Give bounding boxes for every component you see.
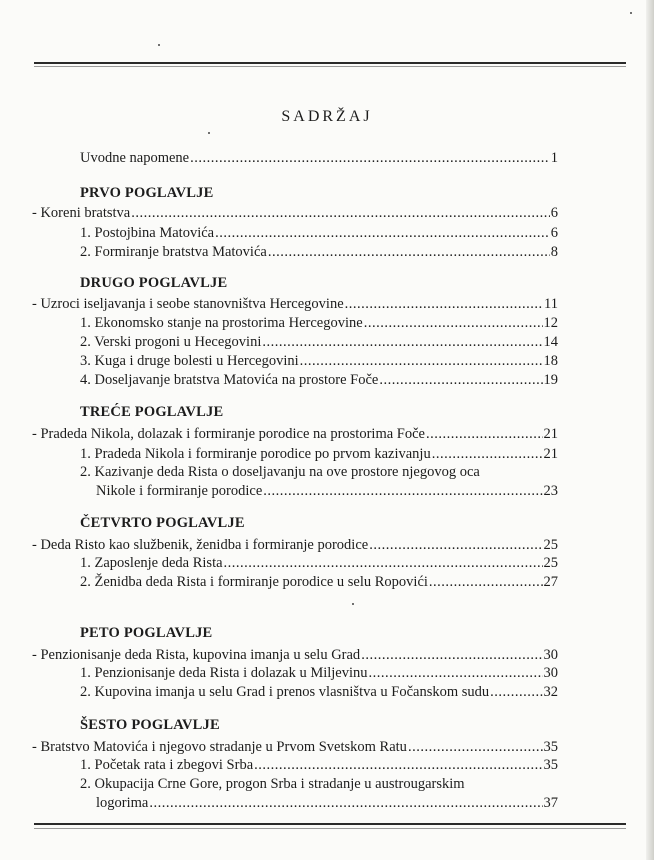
entry-page: 37: [543, 795, 558, 811]
leader-dots: [254, 755, 542, 775]
chapter-heading: DRUGO POGLAVLJE: [80, 275, 228, 291]
page-title: SADRŽAJ: [281, 108, 373, 125]
entry-page: 19: [543, 372, 558, 388]
entry-page: 25: [543, 555, 558, 571]
entry-page: 35: [543, 757, 558, 773]
entry-label: - Deda Risto kao službenik, ženidba i formiranje porodice: [32, 537, 369, 553]
entry-label: 2. Formiranje bratstva Matovića: [80, 244, 267, 260]
speck: [208, 132, 210, 134]
entry-label: - Koreni bratstva: [32, 205, 131, 221]
entry-label: 1. Zaposlenje deda Rista: [80, 555, 223, 571]
leader-dots: [345, 294, 543, 314]
entry-label: Nikole i formiranje porodice: [96, 483, 263, 499]
entry-page: 21: [543, 426, 558, 442]
entry-page: 6: [550, 205, 558, 221]
chapter-heading: ŠESTO POGLAVLJE: [80, 717, 220, 733]
leader-dots: [300, 351, 543, 371]
speck: [630, 12, 632, 14]
entry-label: 1. Postojbina Matovića: [80, 225, 215, 241]
entry-page: 30: [543, 647, 558, 663]
entry-label: 1. Pradeda Nikola i formiranje porodice po prvom kazivanju: [80, 446, 431, 462]
leader-dots: [369, 663, 543, 683]
entry-page: 18: [543, 353, 558, 369]
entry-label: 2. Ženidba deda Rista i formiranje porodice u selu Ropovići: [80, 574, 428, 590]
leader-dots: [215, 223, 550, 243]
entry-label: 1. Penzionisanje deda Rista i dolazak u Miljevinu: [80, 665, 368, 681]
leader-dots: [490, 682, 542, 702]
entry-page: 8: [550, 244, 558, 260]
top-rule: [34, 62, 626, 64]
entry-page: 30: [543, 665, 558, 681]
entry-label: - Pradeda Nikola, dolazak i formiranje porodice na prostorima Foče: [32, 426, 425, 442]
leader-dots: [369, 535, 542, 555]
entry-page: 35: [543, 739, 558, 755]
leader-dots: [224, 553, 543, 573]
entry-page: 14: [543, 334, 558, 350]
leader-dots: [149, 793, 542, 813]
leader-dots: [263, 481, 542, 501]
chapter-heading: PRVO POGLAVLJE: [80, 185, 214, 201]
toc-entry-sub-first-line: 2. Kazivanje deda Rista o doseljavanju na ove prostore njegovog oca: [80, 464, 480, 480]
entry-label: logorima: [96, 795, 149, 811]
page-edge-shadow: [646, 0, 654, 860]
entry-label: - Penzionisanje deda Rista, kupovina imanja u selu Grad: [32, 647, 361, 663]
entry-label: 1. Ekonomsko stanje na prostorima Hercegovine: [80, 315, 363, 331]
speck: [158, 44, 160, 46]
chapter-heading: TREĆE POGLAVLJE: [80, 404, 224, 420]
entry-label: 1. Početak rata i zbegovi Srba: [80, 757, 254, 773]
entry-page: 11: [544, 296, 558, 312]
entry-label: 3. Kuga i druge bolesti u Hercegovini: [80, 353, 299, 369]
entry-page: 27: [543, 574, 558, 590]
entry-label: 2. Kupovina imanja u selu Grad i prenos vlasništva u Fočanskom sudu: [80, 684, 490, 700]
leader-dots: [429, 572, 543, 592]
entry-label: - Uzroci iseljavanja i seobe stanovništva Hercegovine: [32, 296, 344, 312]
speck: [352, 603, 354, 605]
top-rule-shadow: [34, 66, 626, 67]
entry-label: 2. Verski progoni u Hecegovini: [80, 334, 262, 350]
entry-page: 21: [543, 446, 558, 462]
entry-label: Uvodne napomene: [80, 150, 190, 166]
leader-dots: [432, 444, 543, 464]
leader-dots: [268, 242, 550, 262]
entry-page: 1: [550, 150, 558, 166]
leader-dots: [364, 313, 543, 333]
entry-label: - Bratstvo Matovića i njegovo stradanje u Prvom Svetskom Ratu: [32, 739, 407, 755]
leader-dots: [426, 424, 543, 444]
leader-dots: [408, 737, 543, 757]
entry-page: 25: [543, 537, 558, 553]
toc-entry-sub-first-line: 2. Okupacija Crne Gore, progon Srba i stradanje u austrougarskim: [80, 776, 465, 792]
entry-page: 23: [543, 483, 558, 499]
bottom-rule-shadow: [34, 828, 626, 829]
entry-label: 4. Doseljavanje bratstva Matovića na prostore Foče: [80, 372, 379, 388]
leader-dots: [262, 332, 542, 352]
entry-page: 6: [550, 225, 558, 241]
leader-dots: [379, 370, 542, 390]
leader-dots: [131, 203, 550, 223]
chapter-heading: PETO POGLAVLJE: [80, 625, 213, 641]
bottom-rule: [34, 823, 626, 825]
leader-dots: [361, 645, 542, 665]
entry-page: 12: [543, 315, 558, 331]
chapter-heading: ČETVRTO POGLAVLJE: [80, 515, 245, 531]
leader-dots: [190, 148, 550, 168]
entry-page: 32: [543, 684, 558, 700]
